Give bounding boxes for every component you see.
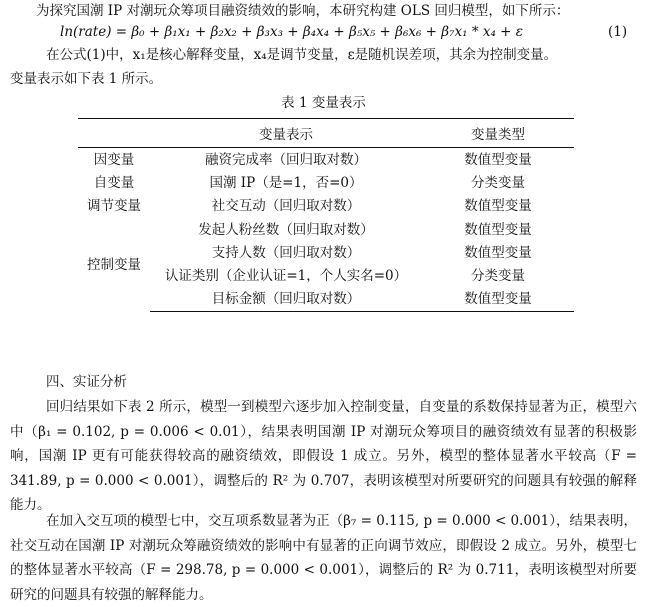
table-cell-name: 支持人数（回归取对数） xyxy=(211,244,361,261)
intro-line-3: 变量表示如下表 1 所示。 xyxy=(10,71,163,87)
analysis-paragraph-1: 回归结果如下表 2 所示，模型一到模型六逐步加入控制变量，自变量的系数保持显著为正，模型六中（β₁ = 0.102, p = 0.006 < 0.01），结果表明国潮 IP 对潮玩众筹项目的融资绩效有显著的积极影响，国潮 IP 更有可能获得较高的融资绩效，即假设 1 成立。另外，模型的整体显著水平较高（F = 341.89, p = 0.000 < 0.001），调整后的 R² 为 0.707，表明该模型对所要研究的问题具有较强的解释能力。 xyxy=(10,399,637,513)
table-cell-name: 融资完成率（回归取对数） xyxy=(205,151,367,168)
table-cell-group: 控制变量 xyxy=(87,256,141,273)
intro-line-2: 在公式(1)中，x₁是核心解释变量，x₄是调节变量，ε是随机误差项，其余为控制变量。 xyxy=(46,47,558,63)
table-cell-name: 社交互动（回归取对数） xyxy=(211,198,361,215)
table-cell-name: 发起人粉丝数（回归取对数） xyxy=(198,221,374,238)
table-cell-type: 数值型变量 xyxy=(422,288,574,312)
table-cell-group: 因变量 xyxy=(93,151,135,168)
table-cell-group: 调节变量 xyxy=(87,198,141,215)
table-row xyxy=(78,218,574,241)
table-cell-type: 数值型变量 xyxy=(464,221,532,238)
table-row xyxy=(78,288,574,312)
regression-equation: ln(rate) = β₀ + β₁x₁ + β₂x₂ + β₃x₃ + β₄x₄ + β₅x₅ + β₆x₆ + β₇x₁ * x₄ + ε xyxy=(60,24,524,40)
table-cell-name: 认证类别（企业认证=1，个人实名=0） xyxy=(164,268,408,285)
table-header-row xyxy=(78,119,574,148)
table-row xyxy=(78,171,574,194)
table-cell-type: 数值型变量 xyxy=(464,198,532,215)
table-header xyxy=(78,119,150,148)
table-cell-group: 自变量 xyxy=(93,174,135,191)
table-header: 变量类型 xyxy=(422,119,574,148)
intro-line-1: 为探究国潮 IP 对潮玩众筹项目融资绩效的影响，本研究构建 OLS 回归模型，如下所示： xyxy=(36,3,570,19)
table-cell-name: 目标金额（回归取对数） xyxy=(150,288,422,312)
table-cell-type: 数值型变量 xyxy=(464,151,532,168)
table-header: 变量表示 xyxy=(150,119,422,148)
table-row xyxy=(78,148,574,172)
table-cell-type: 分类变量 xyxy=(471,174,525,191)
analysis-paragraph-2: 在加入交互项的模型七中，交互项系数显著为正（β₇ = 0.115, p = 0.000 < 0.001），结果表明，社交互动在国潮 IP 对潮玩众筹融资绩效的影响中有显著的正向调节效应，即假设 2 成立。另外，模型七的整体显著水平较高（F = 298.78, p = 0.000 < 0.001），调整后的 R² 为 0.711，表明该模型对所要研究的问题具有较强的解释能力。 xyxy=(10,513,637,603)
equation-number: (1) xyxy=(608,24,628,40)
table-cell-type: 数值型变量 xyxy=(464,244,532,261)
section-heading: 四、实证分析 xyxy=(46,374,127,390)
table-row xyxy=(78,241,574,264)
table-cell-name: 国潮 IP（是=1，否=0） xyxy=(209,174,363,191)
table-caption: 表 1 变量表示 xyxy=(281,95,366,111)
table-cell-type: 分类变量 xyxy=(471,268,525,285)
table-row xyxy=(78,195,574,218)
table-row xyxy=(78,264,574,287)
variable-table xyxy=(78,118,574,312)
